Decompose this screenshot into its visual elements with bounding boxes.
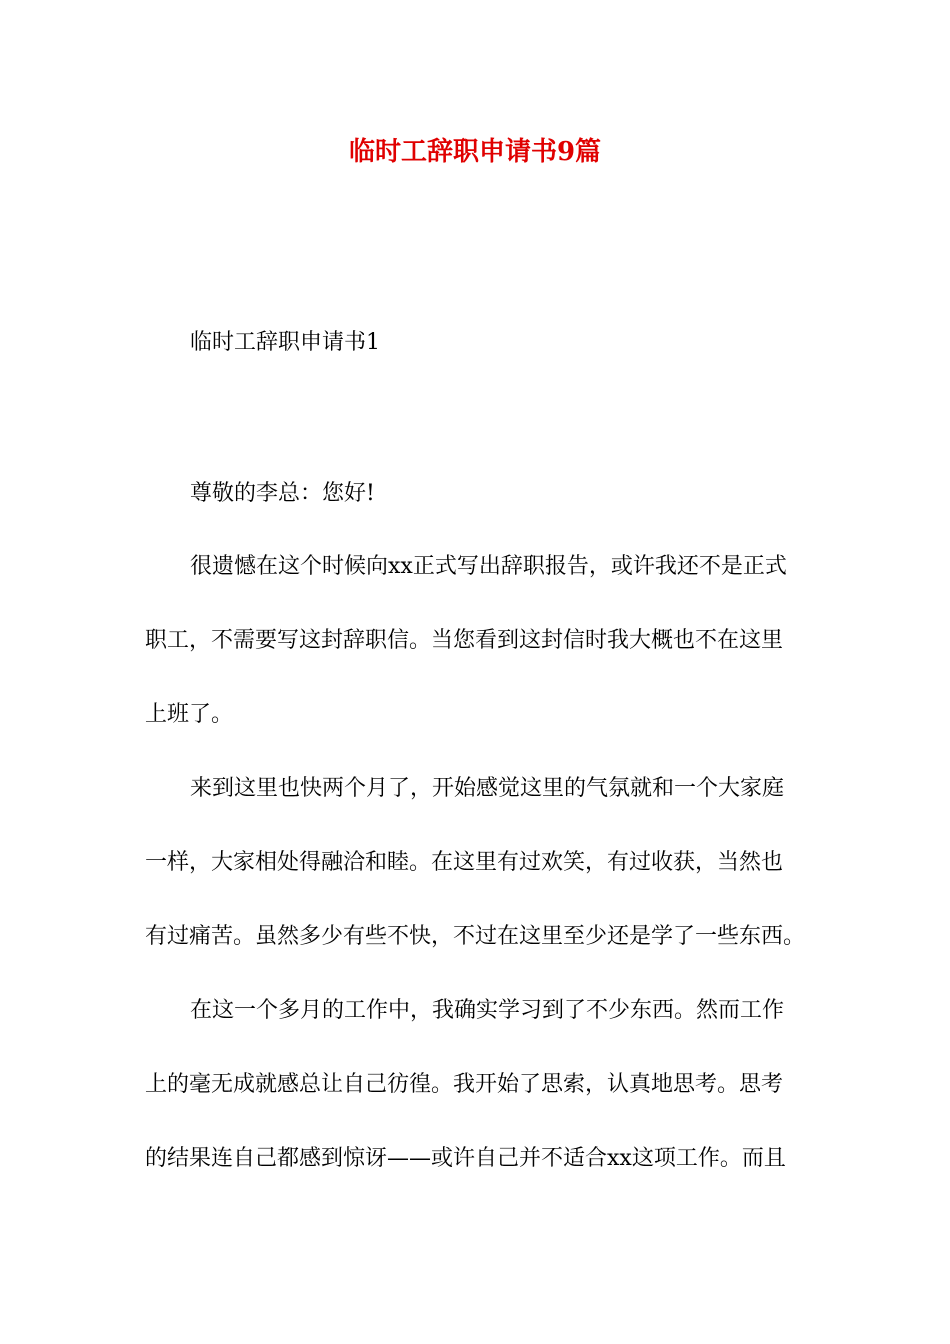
paragraph-2-line-3: 有过痛苦。虽然多少有些不快，不过在这里至少还是学了一些东西。 — [145, 924, 806, 949]
paragraph-2-line-2: 一样，大家相处得融洽和睦。在这里有过欢笑，有过收获，当然也 — [145, 850, 784, 875]
paragraph-1-line-3: 上班了。 — [145, 702, 234, 727]
letter-greeting: 尊敬的李总：您好! — [190, 481, 375, 506]
paragraph-2-line-1: 来到这里也快两个月了，开始感觉这里的气氛就和一个大家庭 — [190, 776, 785, 801]
paragraph-1-line-1: 很遗憾在这个时候向xx正式写出辞职报告，或许我还不是正式 — [190, 554, 787, 579]
paragraph-3-line-1: 在这一个多月的工作中，我确实学习到了不少东西。然而工作 — [190, 998, 785, 1023]
paragraph-3-line-3: 的结果连自己都感到惊讶——或许自己并不适合xx这项工作。而且 — [145, 1146, 786, 1171]
paragraph-3-line-2: 上的毫无成就感总让自己彷徨。我开始了思索，认真地思考。思考 — [145, 1072, 784, 1097]
document-title: 临时工辞职申请书9篇 — [348, 137, 602, 167]
paragraph-1-line-2: 职工，不需要写这封辞职信。当您看到这封信时我大概也不在这里 — [145, 628, 784, 653]
section-heading: 临时工辞职申请书1 — [190, 330, 380, 355]
